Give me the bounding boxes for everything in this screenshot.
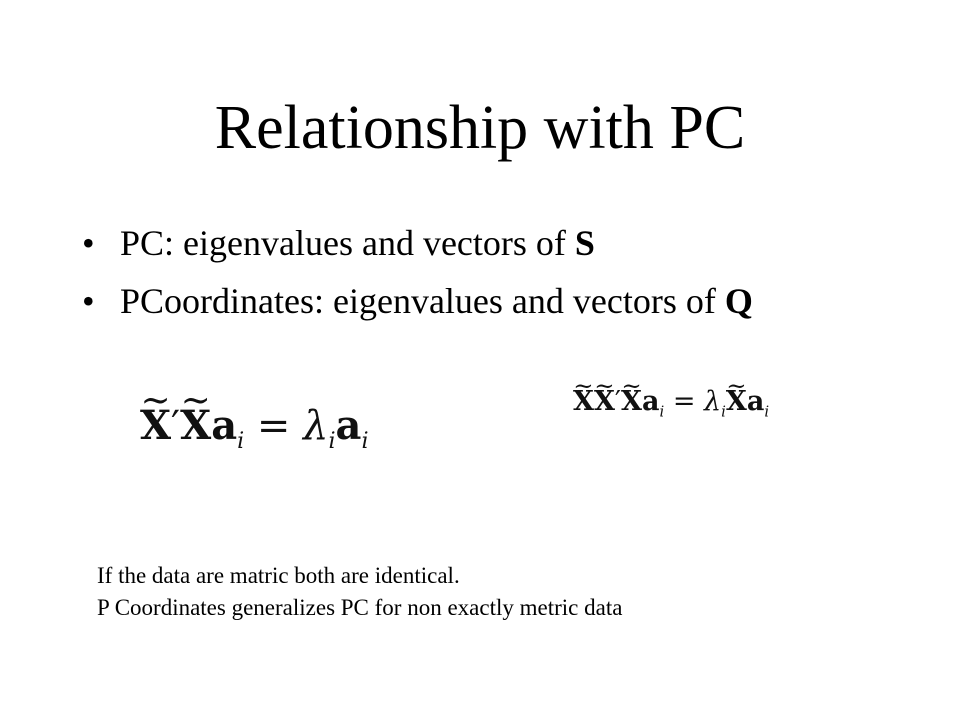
bullet-text: PCoordinates: eigenvalues and vectors of — [120, 281, 725, 321]
bullet-marker: • — [82, 281, 95, 321]
note-text — [97, 560, 622, 624]
bullet-symbol: S — [574, 223, 595, 263]
slide-title: Relationship with PC — [214, 94, 746, 162]
equation-pc: ~ X′~ $Xa_i = \lambda_ia_i$ — [140, 402, 368, 454]
note-line: P Coordinates generalizes PC for non exactly metric data — [97, 595, 623, 620]
bullet-text: PC: eigenvalues and vectors of — [120, 223, 575, 263]
bullet-marker: • — [82, 223, 95, 263]
note-line: If the data are matric both are identical. — [97, 563, 460, 588]
bullet-symbol: Q — [724, 281, 753, 321]
bullet-list — [82, 214, 753, 330]
bullet-item-pcoordinates — [82, 272, 753, 330]
equation-pcoordinates: ~ X~ X′~ $Xa_i$ = $\lambda_i\sim$ $Xa_i$ — [573, 386, 769, 420]
bullet-item-pc — [82, 214, 753, 272]
